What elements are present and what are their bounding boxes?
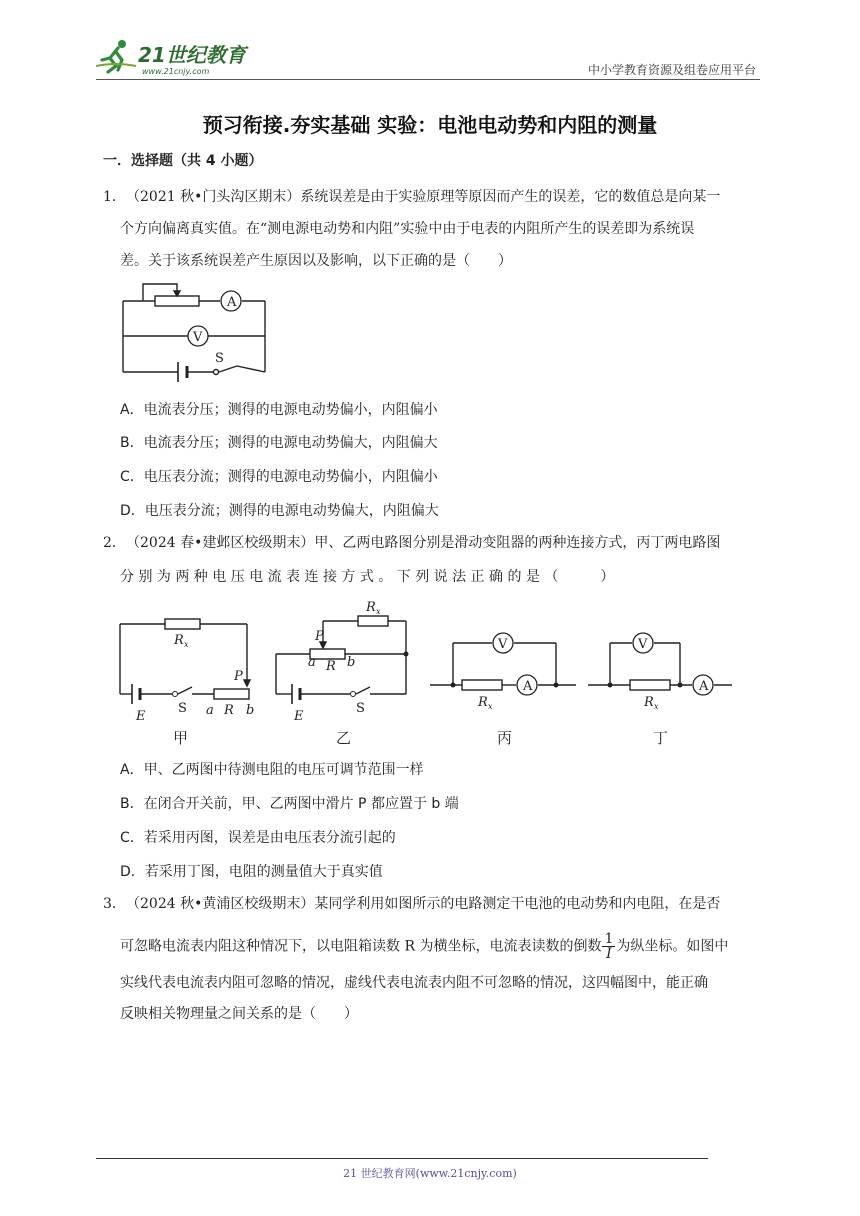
q1-number: 1． bbox=[103, 189, 126, 205]
jia-rx-sub: x bbox=[184, 640, 189, 649]
jia-r-label: R bbox=[224, 703, 234, 718]
q2-text-line1: （2024 春•建邺区校级期末）甲、乙两电路图分别是滑动变阻器的两种连接方式，丙丁两电路图 bbox=[126, 535, 721, 551]
yi-s-label: S bbox=[356, 701, 365, 716]
q3-fraction bbox=[602, 932, 615, 961]
yi-p-label: P bbox=[315, 629, 324, 644]
q2-option-d[interactable]: D．若采用丁图，电阻的测量值大于真实值 bbox=[120, 864, 383, 880]
q2-option-a[interactable]: A．甲、乙两图中待测电阻的电压可调节范围一样 bbox=[120, 762, 424, 778]
yi-a-label: a bbox=[308, 655, 316, 670]
ding-rx-sub: x bbox=[654, 702, 659, 711]
q3-text-line3: 实线代表电流表内阻可忽略的情况，虚线代表电流表内阻不可忽略的情况，这四幅图中，能正确 bbox=[120, 975, 708, 991]
yi-r-label: R bbox=[326, 659, 336, 674]
q3-number: 3． bbox=[103, 896, 126, 912]
caption-jia: 甲 bbox=[173, 729, 189, 747]
caption-yi: 乙 bbox=[336, 729, 352, 747]
yi-rx-label: R bbox=[366, 600, 376, 615]
q3-text-line4: 反映相关物理量之间关系的是（ ） bbox=[120, 1006, 358, 1022]
jia-e-label: E bbox=[136, 709, 146, 724]
yi-b-label: b bbox=[347, 655, 356, 670]
q2-text-line2: 分 别 为 两 种 电 压 电 流 表 连 接 方 式 。 下 列 说 法 正 确 的 是 （ ） bbox=[120, 569, 615, 585]
q1-text-line2: 个方向偏离真实值。在“测电源电动势和内阻”实验中由于电表的内阻所产生的误差即为系统误 bbox=[120, 221, 695, 237]
q3-fraction-den: I bbox=[606, 946, 612, 962]
caption-bing: 丙 bbox=[497, 729, 513, 747]
bing-voltmeter-label: V bbox=[498, 637, 508, 652]
jia-rx-label: R bbox=[174, 633, 184, 648]
runner-icon bbox=[96, 40, 136, 72]
yi-e-label: E bbox=[294, 709, 304, 724]
q2-option-b[interactable]: B．在闭合开关前，甲、乙两图中滑片 P 都应置于 b 端 bbox=[120, 796, 459, 812]
header-platform-text: 中小学教育资源及组卷应用平台 bbox=[587, 63, 756, 77]
footer-divider bbox=[96, 1158, 708, 1159]
q2-circuit-diagrams bbox=[110, 596, 740, 726]
ding-voltmeter-label: V bbox=[638, 637, 648, 652]
ding-rx-label: R bbox=[644, 695, 654, 710]
jia-a-label: a bbox=[206, 703, 214, 718]
jia-p-label: P bbox=[234, 669, 243, 684]
logo-text: 21世纪教育 bbox=[138, 43, 246, 67]
q1-text-line1: （2021 秋•门头沟区期末）系统误差是由于实验原理等原因而产生的误差，它的数值总是向某一 bbox=[126, 189, 721, 205]
q3-text-line2b: 为纵坐标。如图中 bbox=[616, 938, 729, 955]
page-title: 预习衔接.夯实基础 实验：电池电动势和内阻的测量 bbox=[202, 113, 658, 137]
ding-ammeter-label: A bbox=[699, 679, 709, 694]
jia-s-label: S bbox=[178, 701, 187, 716]
site-logo bbox=[96, 36, 266, 78]
q2-option-c[interactable]: C．若采用丙图，误差是由电压表分流引起的 bbox=[120, 830, 396, 846]
q1-option-d[interactable]: D．电压表分流；测得的电源电动势偏大，内阻偏大 bbox=[120, 503, 439, 519]
header-divider bbox=[96, 79, 760, 80]
q1-switch-label: S bbox=[215, 351, 224, 366]
q3-text-line2a: 可忽略电流表内阻这种情况下，以电阻箱读数 R 为横坐标，电流表读数的倒数 bbox=[120, 938, 602, 955]
q1-ammeter-label: A bbox=[227, 295, 237, 310]
q1-text-line3: 差。关于该系统误差产生原因以及影响，以下正确的是（ ） bbox=[120, 253, 512, 269]
bing-ammeter-label: A bbox=[523, 679, 533, 694]
q1-option-c[interactable]: C．电压表分流；测得的电源电动势偏小，内阻偏小 bbox=[120, 469, 438, 485]
caption-ding: 丁 bbox=[653, 729, 669, 747]
q3-text-line1: （2024 秋•黄浦区校级期末）某同学利用如图所示的电路测定干电池的电动势和内电阻，在是否 bbox=[126, 896, 721, 912]
q1-voltmeter-label: V bbox=[193, 330, 203, 345]
section-heading: 一．选择题（共 4 小题） bbox=[103, 153, 263, 169]
q1-circuit-diagram bbox=[115, 280, 275, 384]
q1-option-b[interactable]: B．电流表分压；测得的电源电动势偏大，内阻偏大 bbox=[120, 435, 438, 451]
footer-text[interactable]: 21 世纪教育网(www.21cnjy.com) bbox=[343, 1167, 517, 1180]
q3-fraction-num: 1 bbox=[604, 931, 614, 947]
q1-option-a[interactable]: A．电流表分压；测得的电源电动势偏小，内阻偏小 bbox=[120, 402, 438, 418]
bing-rx-label: R bbox=[478, 695, 488, 710]
jia-b-label: b bbox=[246, 703, 255, 718]
q3-text-line2 bbox=[120, 932, 728, 961]
yi-rx-sub: x bbox=[376, 607, 381, 616]
bing-rx-sub: x bbox=[488, 702, 493, 711]
q2-number: 2． bbox=[103, 535, 126, 551]
logo-url: www.21cnjy.com bbox=[142, 67, 210, 76]
